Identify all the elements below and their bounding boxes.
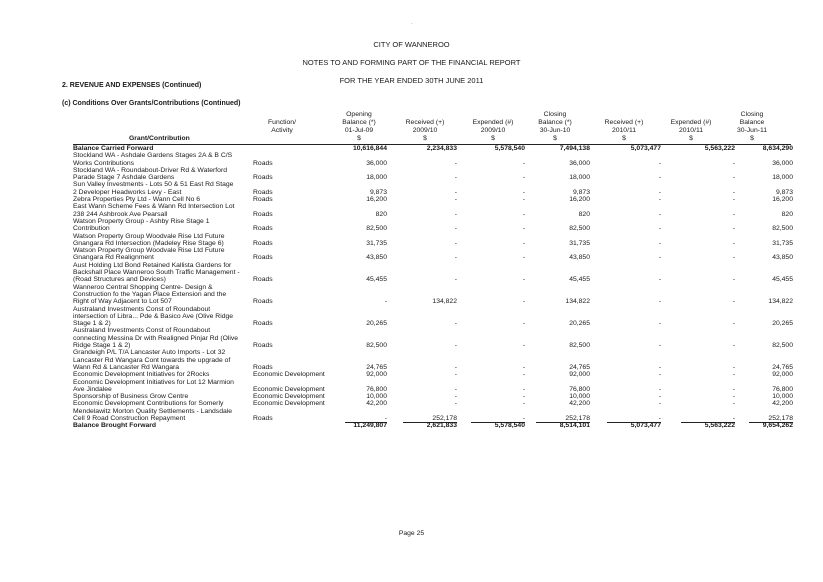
amount-cell: - [522,298,525,306]
amount-cell: - [732,320,735,328]
amount-cell: - [658,400,661,408]
amount-cell: - [732,276,735,284]
amount-cell: - [454,174,457,182]
col-header-closing-balance-10: Closing Balance (*) 30-Jun-10 $ [538,111,572,142]
amount-cell: 31,735 [366,239,387,247]
amount-cell: - [732,298,735,306]
col-header-received-0910: Received (+) 2009/10 $ [405,119,445,142]
amount-cell: 18,000 [569,174,590,182]
amount-cell: 5,563,222 [704,145,735,152]
amount-cell: - [454,385,457,393]
amount-cell: - [454,342,457,350]
amount-cell: 82,500 [772,225,793,233]
amount-cell: - [658,225,661,233]
amount-cell: 5,073,477 [630,422,661,430]
amount-cell: - [454,239,457,247]
table-row [73,422,793,429]
amount-cell: 92,000 [772,371,793,379]
grant-description: Mendelawitz Morton Quality Settlements - Landsdale Cell 9 Road Construction Repayment [73,407,233,422]
amount-cell: 24,765 [569,363,590,371]
amount-cell: - [454,159,457,167]
function-activity: Economic Development [253,393,325,401]
table-row [73,400,793,407]
amount-cell: - [454,276,457,284]
amount-cell: - [658,393,661,401]
amount-cell: 16,200 [366,196,387,204]
amount-cell: - [681,415,735,423]
amount-cell: - [658,342,661,350]
amount-cell: 36,000 [366,159,387,167]
amount-cell: - [454,188,457,196]
amount-cell: - [522,385,525,393]
amount-cell: - [658,371,661,379]
amount-cell: 31,735 [569,239,590,247]
amount-cell: 9,873 [572,188,590,196]
table-row [73,181,793,196]
amount-cell: - [732,254,735,262]
amount-cell: - [732,393,735,401]
amount-cell: 5,578,540 [494,422,525,430]
amount-cell: 92,000 [366,371,387,379]
amount-cell: 820 [375,210,387,218]
amount-cell: - [522,225,525,233]
report-subtitle: NOTES TO AND FORMING PART OF THE FINANCIAL REPORT [302,58,521,67]
amount-cell: 45,455 [569,276,590,284]
amount-cell: 36,000 [569,159,590,167]
section-heading: 2. REVENUE AND EXPENSES (Continued) [62,82,202,89]
amount-cell: - [522,174,525,182]
amount-cell: - [732,174,735,182]
table-row [73,233,793,248]
amount-cell: - [732,188,735,196]
amount-cell: - [522,159,525,167]
amount-cell: 11,249,807 [353,422,387,430]
function-activity: Economic Development [253,385,325,393]
amount-cell: - [454,225,457,233]
table-row [73,327,793,349]
amount-cell: 20,265 [569,320,590,328]
amount-cell: 31,735 [772,239,793,247]
amount-cell: - [658,188,661,196]
amount-cell: 252,178 [403,415,457,423]
table-row [73,408,793,423]
amount-cell: 134,822 [565,298,590,306]
function-activity: Roads [253,298,273,306]
grant-description: Watson Property Group Woodvale Rise Ltd Future Gnangara Rd Realignment [73,247,225,262]
amount-cell: 16,200 [569,196,590,204]
amount-cell: - [522,239,525,247]
amount-cell: 9,873 [369,188,387,196]
amount-cell: - [658,159,661,167]
amount-cell: 36,000 [772,159,793,167]
amount-cell: - [454,393,457,401]
amount-cell: 2,621,833 [426,422,457,430]
grant-description: Zebra Properties Pty Ltd - Wann Cell No 6 [73,196,201,204]
amount-cell: - [732,196,735,204]
amount-cell: 82,500 [569,342,590,350]
amount-cell: 10,000 [569,393,590,401]
amount-cell: 9,873 [775,188,793,196]
amount-cell: 18,000 [366,174,387,182]
amount-cell: - [658,298,661,306]
amount-cell: - [345,415,387,423]
scan-mark: . [411,20,413,26]
amount-cell: - [522,320,525,328]
function-activity: Roads [253,254,273,262]
table-row [73,145,793,152]
amount-cell: 5,073,477 [630,145,661,152]
col-header-expended-0910: Expended (#) 2009/10 $ [472,119,514,142]
amount-cell: - [522,254,525,262]
col-header-function: Function/ Activity [268,119,296,134]
amount-cell: 82,500 [366,342,387,350]
grant-description: Australand Investments Const of Roundabout connecting Messina Dr with Realigned Pinjar Rd (Olive Ridge Stage 1 & 2) [73,327,239,350]
function-activity: Economic Development [253,371,325,379]
amount-cell: - [454,363,457,371]
grant-description: Economic Development Contributions for Somerly [73,400,224,408]
table-row [73,379,793,394]
amount-cell: - [732,225,735,233]
amount-cell: 76,800 [569,385,590,393]
grant-description: Grandeigh P/L T/A Lancaster Auto Imports - Lot 32 Lancaster Rd Wangara Cont towards the upgrade of Wann Rd & Lancaster Rd Wangara [73,349,231,371]
amount-cell: 8,634,290 [762,145,793,152]
amount-cell: 24,765 [366,363,387,371]
amount-cell: 7,494,138 [559,145,590,152]
grant-description: Wanneroo Central Shopping Centre- Design & Construction fo the Yagan Place Extension and the Right of Way Adjacent to Lot 507 [73,283,227,306]
amount-cell: - [454,196,457,204]
amount-cell: - [658,363,661,371]
amount-cell: 10,000 [366,393,387,401]
table-row [73,262,793,284]
amount-cell: - [732,239,735,247]
amount-cell: - [522,188,525,196]
amount-cell: 134,822 [768,298,793,306]
amount-cell: - [522,196,525,204]
amount-cell: - [471,415,525,423]
amount-cell: 82,500 [772,342,793,350]
amount-cell: 45,455 [772,276,793,284]
amount-cell: - [732,159,735,167]
amount-cell: - [732,210,735,218]
grant-description: Australand Investments Const of Roundabout intersection of Libra... Pde & Basico Ave (Olive Ridge Stage 1 & 2) [73,305,234,328]
grant-description: Watson Property Group - Ashby Rise Stage 1 Contribution [73,217,210,233]
amount-cell: - [732,342,735,350]
organisation-title: CITY OF WANNEROO [373,40,450,49]
amount-cell: - [454,320,457,328]
amount-cell: - [522,276,525,284]
amount-cell: 8,514,101 [559,422,590,430]
table-row [73,349,793,371]
function-activity: Roads [253,276,273,284]
function-activity: Roads [253,239,273,247]
grant-description: Stockland WA - Roundabout-Driver Rd & Waterford Parade Stage 7 Ashdale Gardens [73,166,227,182]
amount-cell: - [658,385,661,393]
amount-cell: - [522,363,525,371]
amount-cell: 76,800 [772,385,793,393]
amount-cell: - [658,320,661,328]
function-activity: Roads [253,159,273,167]
amount-cell: - [658,210,661,218]
amount-cell: - [732,385,735,393]
grant-description: Aust Holding Ltd Bond Retained Kallista Gardens for Backshall Place Wanneroo South Traffic Management - (Road Structures and Devices) [73,261,240,284]
amount-cell: - [732,371,735,379]
amount-cell: - [732,400,735,408]
amount-cell: 5,563,222 [704,422,735,430]
amount-cell: - [658,276,661,284]
amount-cell: 10,616,844 [352,145,387,152]
amount-cell: 820 [578,210,590,218]
col-header-grant: Grant/Contribution [129,135,190,142]
function-activity: Roads [253,414,273,422]
amount-cell: 252,178 [749,415,793,423]
grant-description: Stockland WA - Ashdale Gardens Stages 2A & B C/S Works Contributions [73,152,233,167]
amount-cell: - [454,254,457,262]
grants-table [73,145,793,430]
amount-cell: 42,200 [772,400,793,408]
amount-cell: 20,265 [772,320,793,328]
amount-cell: 252,178 [536,415,590,423]
grant-description: Balance Carried Forward [73,145,154,152]
amount-cell: - [454,371,457,379]
amount-cell: - [607,415,661,423]
grant-description: East Wann Scheme Fees & Wann Rd Intersection Lot 238 244 Ashbrook Ave Pearsall [73,203,235,218]
table-row [73,247,793,262]
amount-cell: 76,800 [366,385,387,393]
amount-cell: 18,000 [772,174,793,182]
amount-cell: 820 [781,210,793,218]
amount-cell: 43,850 [366,254,387,262]
table-row [73,167,793,182]
amount-cell: - [384,298,387,306]
function-activity: Roads [253,342,273,350]
amount-cell: - [658,174,661,182]
col-header-opening-balance: Opening Balance (*) 01-Jul-09 $ [342,111,376,142]
table-row [73,203,793,218]
amount-cell: - [658,196,661,204]
amount-cell: 134,822 [432,298,457,306]
amount-cell: - [658,254,661,262]
col-header-closing-balance-11: Closing Balance 30-Jun-11 $ [736,111,768,142]
grant-description: Economic Development Initiatives for Lot 12 Marmion Ave Jindalee [73,378,234,393]
amount-cell: 42,200 [366,400,387,408]
table-row [73,218,793,233]
report-period: FOR THE YEAR ENDED 30TH JUNE 2011 [339,76,484,85]
table-row [73,306,793,328]
grant-description: Sponsorship of Business Grow Centre [73,393,189,401]
amount-cell: 2,234,833 [426,145,457,152]
table-row [73,284,793,306]
grant-description: Watson Property Group Woodvale Rise Ltd Future Gnangara Rd Intersection (Madeley Rise Stage 6) [73,232,225,247]
amount-cell: - [522,210,525,218]
amount-cell: 24,765 [772,363,793,371]
table-row [73,393,793,400]
amount-cell: - [522,371,525,379]
page-number: Page 25 [398,530,425,537]
amount-cell: - [732,363,735,371]
amount-cell: - [522,342,525,350]
amount-cell: - [454,400,457,408]
function-activity: Roads [253,225,273,233]
subsection-heading: (c) Conditions Over Grants/Contributions (Continued) [62,100,241,107]
amount-cell: 16,200 [772,196,793,204]
grant-description: Economic Development Initiatives for 2Rocks [73,371,210,379]
function-activity: Roads [253,196,273,204]
amount-cell: 82,500 [569,225,590,233]
amount-cell: - [658,239,661,247]
grant-description: Balance Brought Forward [73,422,157,430]
table-row [73,196,793,203]
amount-cell: 10,000 [772,393,793,401]
table-row [73,152,793,167]
amount-cell: 43,850 [569,254,590,262]
amount-cell: 43,850 [772,254,793,262]
function-activity: Roads [253,363,273,371]
amount-cell: - [454,210,457,218]
col-header-expended-1011: Expended (#) 2010/11 $ [670,119,712,142]
amount-cell: - [522,400,525,408]
grant-description: Sun Valley Investments - Lots 50 & 51 East Rd Stage 2 Developer Headworks Levy - East [73,181,234,196]
function-activity: Economic Development [253,400,325,408]
function-activity: Roads [253,210,273,218]
amount-cell: 42,200 [569,400,590,408]
amount-cell: 20,265 [366,320,387,328]
amount-cell: 9,654,262 [762,422,793,430]
table-row [73,371,793,378]
amount-cell: 45,455 [366,276,387,284]
function-activity: Roads [253,188,273,196]
amount-cell: 92,000 [569,371,590,379]
col-header-received-1011: Received (+) 2010/11 $ [604,119,644,142]
function-activity: Roads [253,174,273,182]
amount-cell: - [522,393,525,401]
amount-cell: 82,500 [366,225,387,233]
function-activity: Roads [253,320,273,328]
amount-cell: 5,578,540 [494,145,525,152]
